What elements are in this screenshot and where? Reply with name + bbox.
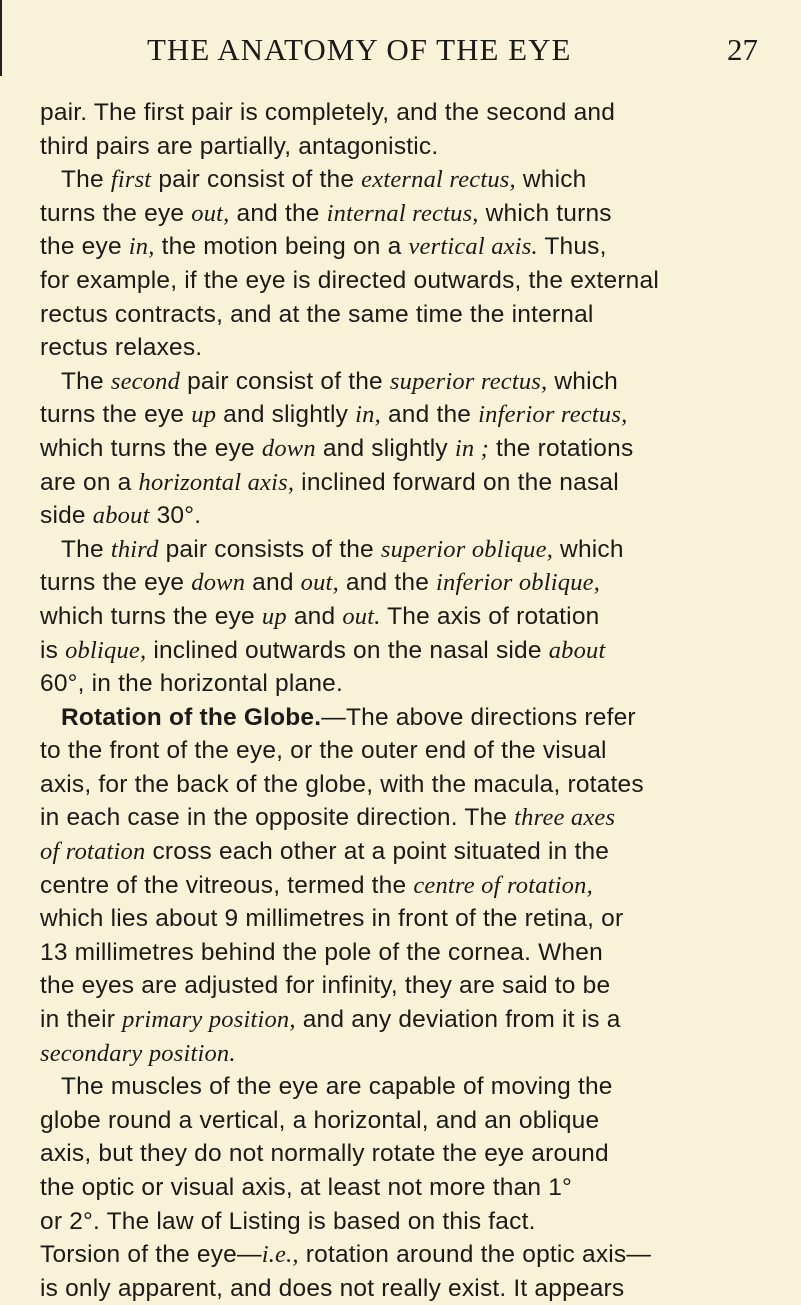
text-run: and any deviation from it is a [295,1006,621,1034]
text-run: the optic or visual axis, at least not more than 1° [40,1174,573,1201]
bold-run: Rotation of the Globe. [61,703,322,731]
text-run: The [61,535,111,563]
italic-run: superior oblique, [380,535,554,563]
text-line [40,701,772,735]
text-line [40,499,772,533]
italic-run: about [548,636,606,664]
text-line [40,1037,772,1071]
text-run: and slightly [315,434,455,462]
italic-run: superior rectus, [389,367,548,395]
italic-run: horizontal axis, [138,468,295,496]
text-run: and the [380,401,479,429]
text-run: and slightly [216,401,356,429]
text-run: which turns [478,199,612,227]
italic-run: of rotation [40,838,146,866]
italic-run: second [110,367,181,395]
text-line [40,1137,772,1171]
text-run: 30°. [149,502,202,530]
italic-run: internal rectus, [326,199,479,227]
text-run: pair. The first pair is completely, and the second and [40,99,616,126]
italic-run: in, [128,233,155,261]
text-line [40,466,772,500]
text-run: which [515,166,587,194]
page-number: 27 [727,32,758,67]
text-line [40,365,772,399]
text-run: and the [229,199,327,227]
text-line [40,1171,772,1205]
italic-run: inferior rectus, [478,401,628,429]
text-run: The muscles of the eye are capable of moving the [61,1073,613,1101]
text-run: the motion being on a [154,233,409,261]
italic-run: primary position, [122,1006,296,1034]
text-line [40,130,772,164]
text-run: to the front of the eye, or the outer end of the visual [40,737,607,765]
text-line [40,197,772,231]
text-run: and [286,602,343,630]
italic-run: third [110,535,159,563]
text-run: 60°, in the horizontal plane. [40,670,343,698]
text-line [40,264,772,298]
text-run: pair consist of the [151,166,362,194]
text-run: which turns the eye [40,434,262,462]
text-run: turns the eye [40,569,192,597]
text-run: —The above directions refer [321,703,636,731]
text-run: and [245,569,301,597]
text-run: centre of the vitreous, termed the [40,871,414,899]
italic-run: three axes [514,804,616,832]
italic-run: in ; [454,434,489,462]
text-line [40,533,772,567]
text-line [40,600,772,634]
text-run: which [547,367,619,395]
italic-run: up [191,401,217,429]
text-line [40,1238,772,1272]
text-run: axis, for the back of the globe, with the macula, rotates [40,770,644,798]
text-run: and the [338,569,437,597]
italic-run: out, [300,569,339,597]
text-line [40,969,772,1003]
text-line [40,331,772,365]
text-run: the eye [40,233,129,261]
text-run: pair consist of the [180,367,390,395]
text-run: or 2°. The law of Listing is based on this fact. [40,1207,536,1235]
text-run: is [40,636,66,664]
italic-run: up [261,602,287,630]
italic-run: down [191,569,246,597]
text-run: in each case in the opposite direction. The [40,804,515,832]
text-run: turns the eye [40,401,192,429]
text-run: pair consists of the [158,535,381,563]
italic-run: first [110,166,152,194]
italic-run: oblique, [65,636,147,664]
text-line [40,768,772,802]
text-line [40,1070,772,1104]
text-line [40,667,772,701]
text-run: which [553,535,624,563]
text-line [40,1104,772,1138]
text-run: rectus contracts, and at the same time the internal [40,300,594,328]
text-run: the eyes are adjusted for infinity, they are said to be [40,972,611,1000]
text-run: inclined outwards on the nasal side [146,636,549,664]
text-run: are on a [40,468,139,496]
text-line [40,835,772,869]
text-line [40,936,772,970]
italic-run: in, [355,401,381,429]
text-line [40,566,772,600]
italic-run: about [92,502,150,530]
italic-run: external rectus, [361,166,516,194]
italic-run: out. [342,602,381,630]
text-run: is only apparent, and does not really exist. It appears [40,1274,625,1302]
text-run: third pairs are partially, antagonistic. [40,132,439,160]
italic-run: inferior oblique, [436,569,601,597]
italic-run: secondary position. [40,1039,236,1067]
text-line [40,869,772,903]
text-line [40,1272,772,1305]
text-line [40,1003,772,1037]
italic-run: down [261,434,316,462]
text-line [40,163,772,197]
text-line [40,96,772,130]
text-run: inclined forward on the nasal [294,468,619,496]
text-run: 13 millimetres behind the pole of the cornea. When [40,938,603,966]
text-run: The axis of rotation [380,602,600,630]
running-title: THE ANATOMY OF THE EYE [147,32,572,67]
text-run: Thus, [537,233,607,261]
text-line [40,298,772,332]
text-run: which turns the eye [40,602,262,630]
text-line [40,634,772,668]
text-run: The [61,367,111,395]
italic-run: out, [191,199,230,227]
text-line [40,398,772,432]
italic-run: centre of rotation, [413,871,593,899]
text-line [40,432,772,466]
text-run: Torsion of the eye— [40,1241,262,1269]
text-run: in their [40,1006,123,1034]
text-run: side [40,502,93,530]
text-run: rectus relaxes. [40,334,203,362]
running-header [0,32,801,72]
text-run: The [61,166,111,194]
text-run: turns the eye [40,199,192,227]
text-line [40,230,772,264]
text-line [40,801,772,835]
text-run: rotation around the optic axis— [298,1241,652,1269]
text-run: the rotations [488,434,634,462]
text-line [40,1205,772,1239]
text-run: axis, but they do not normally rotate the eye around [40,1140,609,1168]
italic-run: vertical axis. [408,233,538,261]
text-run: globe round a vertical, a horizontal, and an oblique [40,1106,600,1134]
text-line [40,734,772,768]
text-run: for example, if the eye is directed outwards, the external [40,266,659,294]
text-run: cross each other at a point situated in the [145,838,610,866]
italic-run: i.e., [261,1241,299,1269]
text-line [40,902,772,936]
body-text [40,96,772,1305]
text-run: which lies about 9 millimetres in front of the retina, or [40,905,624,933]
